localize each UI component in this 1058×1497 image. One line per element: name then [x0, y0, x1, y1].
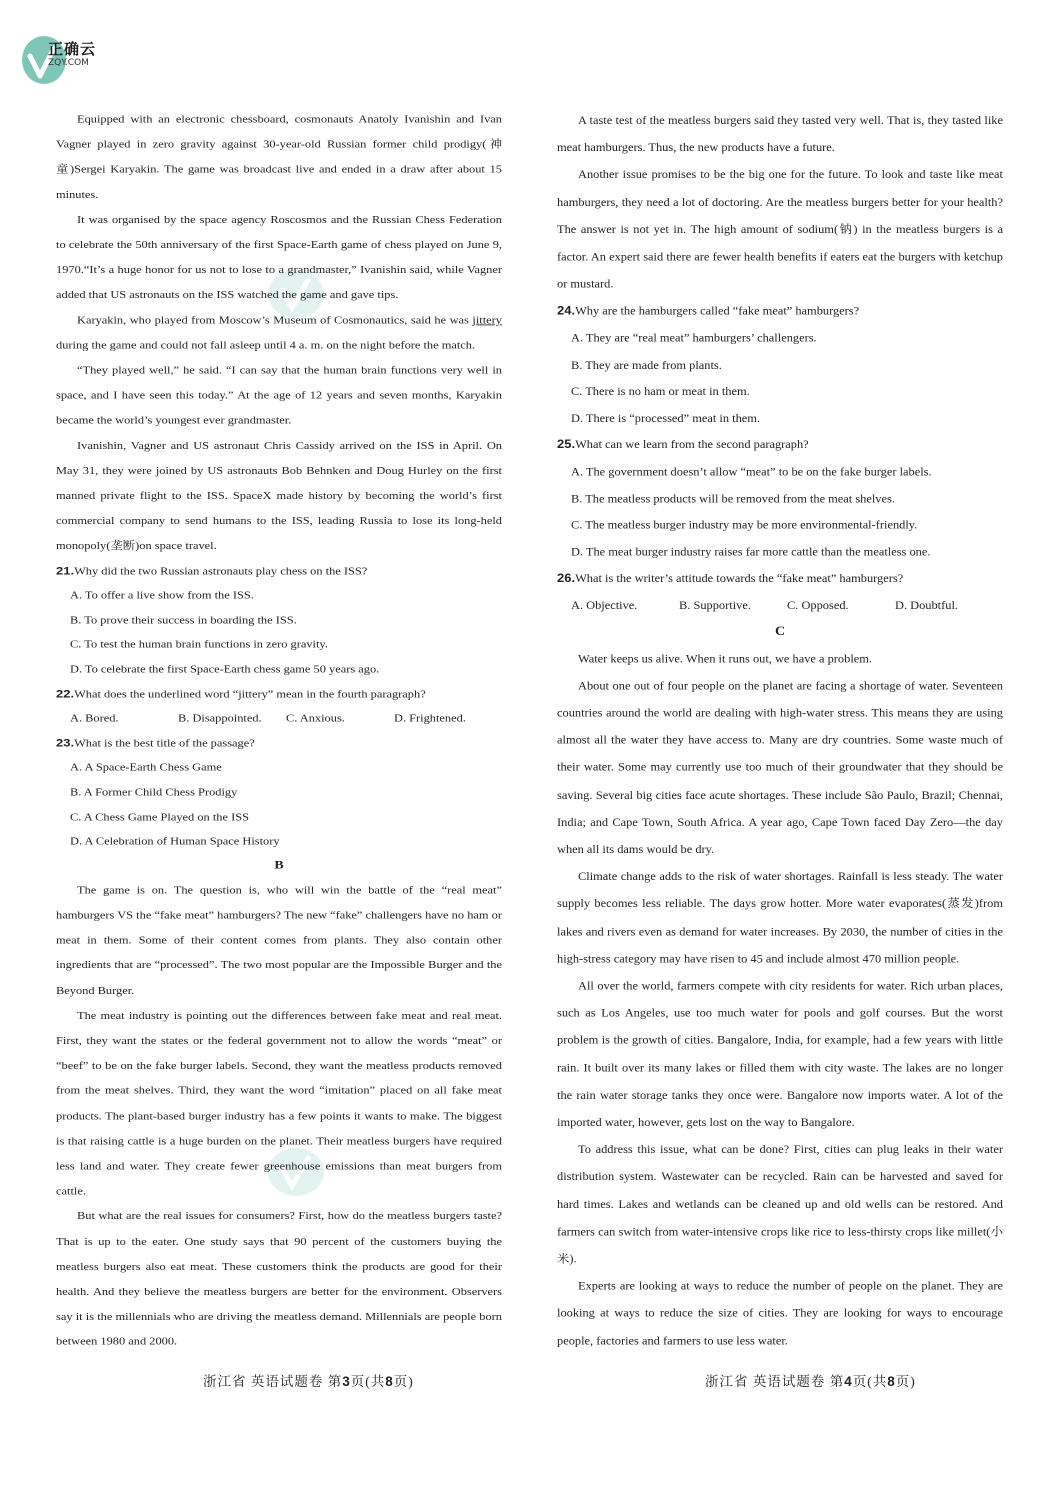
option-23-a: A. A Space-Earth Chess Game — [70, 761, 222, 774]
option-22-b: B. Disappointed. — [178, 712, 262, 725]
passage-b-para-3: But what are the real issues for consumers? First, how do the meatless burgers taste? That is up to the eater. One study says that 90 percent of the customers buying the meatless burgers also eat meat. These customers think the products are good for their health. And they believe the meatless burgers are better for the environment. Observers say it is the millennials who are driving the meatless demand. Millennials are people born between 1980 and 2000. — [56, 1210, 502, 1348]
para-text: during the game and could not fall asleep until 4 a. m. on the night before the match. — [56, 338, 476, 351]
option-25-d: D. The meat burger industry raises far more cattle than the meatless one. — [571, 545, 931, 559]
question-number: 22. — [56, 686, 75, 700]
para-text: Karyakin, who played from Moscow’s Museum of Cosmonautics, said he was — [77, 313, 473, 326]
option-21-d: D. To celebrate the first Space-Earth chess game 50 years ago. — [70, 663, 380, 676]
option-26-a: A. Objective. — [571, 598, 638, 612]
passage-c-para-3: Climate change adds to the risk of water shortages. Rainfall is less steady. The water supply becomes less reliable. The days grow hotter. More water evaporates(蒸发)from lakes and rivers even as demand for water increases. By 2030, the number of cities in the high-stress category may have risen to 45 and include almost 470 million people. — [557, 869, 1003, 965]
passage-a-para-1: Equipped with an electronic chessboard, cosmonauts Anatoly Ivanishin and Ivan Vagner played in zero gravity against 30-year-old Russian former child prodigy(神童)Sergei Karyakin. The game was broadcast live and ended in a draw after about 15 minutes. — [56, 113, 502, 201]
passage-c-para-4: All over the world, farmers compete with city residents for water. Rich urban places, such as Los Angeles, use too much water for pools and golf courses. But the worst problem is the growth of cities. Bangalore, India, for example, had a few years with little rain. It built over its many lakes or filled them with city waste. The lakes are no longer the rain water storage tanks they once were. Bangalore now imports water. A lot of the imported water, however, gets lost on the way to Bangalore. — [557, 979, 1003, 1129]
footer-text: 浙江省 英语试题卷 第 — [705, 1374, 845, 1389]
question-number: 24. — [557, 303, 576, 318]
question-text: What does the underlined word “jittery” mean in the fourth paragraph? — [74, 687, 426, 700]
footer-text: 页) — [895, 1374, 916, 1389]
question-26 — [557, 565, 1003, 592]
passage-c-para-6: Experts are looking at ways to reduce the number of people on the planet. They are looking at ways to reduce the size of cities. They are looking for ways to encourage people, factories and farmers to use less water. — [557, 1279, 1003, 1348]
option-21-c: C. To test the human brain functions in zero gravity. — [70, 638, 328, 651]
left-column — [56, 107, 502, 1355]
option-23-d: D. A Celebration of Human Space History — [70, 835, 280, 848]
footer-text: 页(共 — [852, 1374, 888, 1389]
passage-a-para-4: “They played well,” he said. “I can say that the human brain functions very well in space, and I have seen this today.” At the age of 12 years and seven months, Karyakin became the world’s youngest ever grandmaster. — [56, 364, 502, 427]
question-text: Why did the two Russian astronauts play chess on the ISS? — [74, 564, 368, 577]
question-number: 21. — [56, 563, 75, 577]
question-text: What is the writer’s attitude towards the “fake meat” hamburgers? — [575, 571, 904, 586]
question-number: 23. — [56, 735, 75, 749]
logo-name: 正确云 — [48, 40, 97, 58]
option-24-a: A. They are “real meat” hamburgers’ challengers. — [571, 331, 817, 345]
question-23 — [56, 731, 502, 756]
option-23-c: C. A Chess Game Played on the ISS — [70, 810, 249, 823]
question-text: What can we learn from the second paragraph? — [575, 438, 809, 452]
option-24-b: B. They are made from plants. — [571, 358, 722, 372]
passage-c-para-5: To address this issue, what can be done? First, cities can plug leaks in their water distribution system. Wastewater can be recycled. Rain can be harvested and saved for hard times. Lakes and wetlands can be cleaned up and old wells can be restored. And farmers can switch from water-intensive crops like rice to less-thirsty crops like millet(小米). — [557, 1142, 1003, 1266]
footer-page-number: 3 — [342, 1374, 351, 1389]
option-22-c: C. Anxious. — [286, 712, 345, 725]
passage-b-para-2: The meat industry is pointing out the differences between fake meat and real meat. First, they want the states or the federal government not to allow the words “meat” or “beef” to be on the fake burger labels. Second, they want the meatless products removed from the meat shelves. Third, they want the word “imitation” placed on all fake meat products. The plant-based burger industry has a few points it wants to make. The biggest is that raising cattle is a huge burden on the planet. Their meatless burgers have required less land and water. They create fewer greenhouse emissions than meat burgers from cattle. — [56, 1009, 502, 1198]
footer-total-pages: 8 — [385, 1374, 394, 1389]
logo-sub: ZQY.COM — [48, 58, 89, 68]
option-26-d: D. Doubtful. — [895, 598, 958, 612]
right-column — [557, 107, 1003, 1355]
option-26-c: C. Opposed. — [787, 598, 849, 612]
option-22-a: A. Bored. — [70, 712, 119, 725]
option-25-c: C. The meatless burger industry may be more environmental-friendly. — [571, 518, 918, 532]
section-b-heading: B — [274, 858, 284, 872]
option-24-c: C. There is no ham or meat in them. — [571, 384, 750, 398]
passage-a-para-5: Ivanishin, Vagner and US astronaut Chris Cassidy arrived on the ISS in April. On May 31, they were joined by US astronauts Bob Behnken and Doug Hurley on the first manned private flight to the ISS. SpaceX made history by becoming the world’s first commercial company to send humans to the ISS, leading Russia to lose its long-held monopoly(垄断)on space travel. — [56, 439, 502, 552]
footer-total-pages: 8 — [887, 1374, 896, 1389]
passage-a-para-3 — [56, 308, 502, 358]
question-text: Why are the hamburgers called “fake meat” hamburgers? — [575, 304, 860, 318]
passage-b-para-5: Another issue promises to be the big one for the future. To look and taste like meat hamburgers, they need a lot of doctoring. Are the meatless burgers better for your health? The answer is not yet in. The high amount of sodium(钠) in the meatless burgers is a factor. An expert said there are fewer health benefits if eaters eat the burgers with ketchup or mustard. — [557, 168, 1003, 291]
question-text: What is the best title of the passage? — [74, 736, 255, 749]
footer-page-number: 4 — [844, 1374, 853, 1389]
option-22-d: D. Frightened. — [394, 712, 466, 725]
option-21-a: A. To offer a live show from the ISS. — [70, 589, 254, 602]
question-22 — [56, 682, 502, 707]
question-number: 26. — [557, 571, 576, 586]
question-number: 25. — [557, 437, 576, 452]
page-footer-left — [203, 1370, 414, 1390]
passage-c-para-2: About one out of four people on the planet are facing a shortage of water. Seventeen countries around the world are dealing with high-water stress. This means they are using almost all the water they have access to. Many are dry countries. Some waste much of their water. Some may currently use too much of their groundwater that they should be saving. Several big cities face acute shortages. These include São Paulo, Brazil; Chennai, India; and Cape Town, South Africa. A year ago, Cape Town faced Day Zero—the day when all its dams would be dry. — [557, 678, 1003, 856]
section-c-heading: C — [774, 624, 786, 639]
passage-b-para-4: A taste test of the meatless burgers said they tasted very well. That is, they tasted like meat hamburgers. Thus, the new products have a future. — [557, 113, 1003, 154]
option-21-b: B. To prove their success in boarding the ISS. — [70, 613, 297, 627]
option-23-b: B. A Former Child Chess Prodigy — [70, 786, 238, 799]
question-24 — [557, 298, 1003, 325]
option-24-d: D. There is “processed” meat in them. — [571, 411, 761, 425]
option-25-b: B. The meatless products will be removed from the meat shelves. — [571, 491, 895, 505]
footer-text: 页(共 — [350, 1374, 386, 1389]
passage-b-para-1: The game is on. The question is, who will win the battle of the “real meat” hamburgers VS the “fake meat” hamburgers? The new “fake” challengers have no ham or meat in them. Some of their content comes from plants. They also contain other ingredients that are “processed”. The two most popular are the Impossible Burger and the Beyond Burger. — [56, 883, 502, 997]
page-footer-right — [705, 1370, 916, 1390]
question-21 — [56, 559, 502, 584]
footer-text: 浙江省 英语试题卷 第 — [203, 1374, 343, 1389]
passage-c-para-1: Water keeps us alive. When it runs out, we have a problem. — [578, 651, 872, 665]
passage-a-para-2: It was organised by the space agency Roscosmos and the Russian Chess Federation to celebrate the 50th anniversary of the first Space-Earth game of chess played on June 9, 1970.“It’s a huge honor for us not to lose to a grandmaster,” Ivanishin said, while Vagner added that US astronauts on the ISS watched the game and gave tips. — [56, 213, 502, 301]
option-25-a: A. The government doesn’t allow “meat” to be on the fake burger labels. — [571, 465, 932, 479]
underlined-word: jittery — [472, 313, 502, 326]
question-25 — [557, 432, 1003, 459]
options-26 — [571, 592, 1003, 619]
options-22 — [70, 706, 502, 731]
footer-text: 页) — [393, 1374, 414, 1389]
option-26-b: B. Supportive. — [679, 598, 751, 612]
